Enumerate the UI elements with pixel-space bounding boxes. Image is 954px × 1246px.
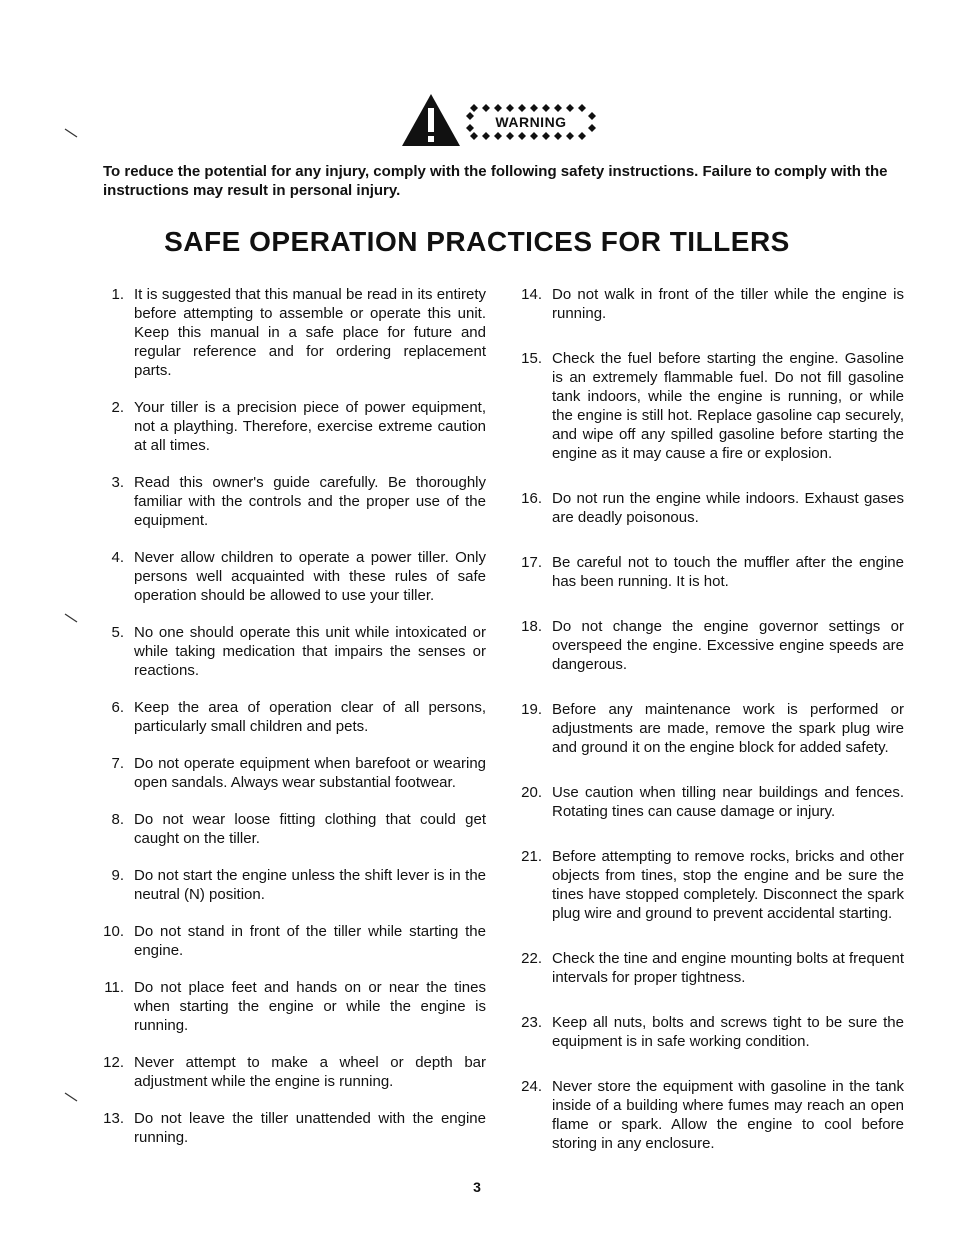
item-text: Check the fuel before starting the engine. Gasoline is an extremely flammable fuel. Do not fill gasoline tank indoors, while the engine is running, or while the engine is still hot. Replace gasoline cap securely, and wipe off any spilled gasoline before starting the engine as it may cause a fire or explosion.: [552, 350, 904, 462]
right-column-list: [514, 285, 904, 1171]
warning-triangle-icon: [400, 92, 462, 148]
warning-banner: [464, 102, 598, 142]
item-text: Do not operate equipment when barefoot or wearing open sandals. Always wear substantial footwear.: [134, 755, 486, 791]
item-text: Do not place feet and hands on or near the tines when starting the engine or while the engine is running.: [134, 979, 486, 1034]
item-text: Do not change the engine governor settings or overspeed the engine. Excessive engine speeds are dangerous.: [552, 618, 904, 673]
list-item: [514, 349, 904, 463]
list-item: [514, 783, 904, 821]
item-number: 15.: [521, 350, 542, 367]
item-text: Read this owner's guide carefully. Be thoroughly familiar with the controls and the proper use of the equipment.: [134, 474, 486, 529]
item-number: 21.: [521, 848, 542, 865]
item-text: Before any maintenance work is performed or adjustments are made, remove the spark plug wire and ground it on the engine block for added safety.: [552, 701, 904, 756]
scan-artifact-icon: [64, 1092, 78, 1102]
item-number: 2.: [111, 399, 124, 416]
list-item: [514, 949, 904, 987]
item-number: 16.: [521, 490, 542, 507]
item-text: It is suggested that this manual be read in its entirety before attempting to assemble or operate this unit. Keep this manual in a safe place for future and regular reference and for ordering replacement parts.: [134, 286, 486, 379]
list-item: [514, 700, 904, 757]
list-item: [96, 1109, 486, 1147]
item-number: 3.: [111, 474, 124, 491]
item-text: Do not walk in front of the tiller while the engine is running.: [552, 286, 904, 322]
list-item: [96, 285, 486, 380]
item-number: 13.: [103, 1110, 124, 1127]
item-text: Never store the equipment with gasoline in the tank inside of a building where fumes may reach an open flame or spark. Allow the engine to cool before storing in any enclosure.: [552, 1078, 904, 1152]
item-text: Do not run the engine while indoors. Exhaust gases are deadly poisonous.: [552, 490, 904, 526]
item-text: Never attempt to make a wheel or depth bar adjustment while the engine is running.: [134, 1054, 486, 1090]
item-number: 11.: [104, 979, 124, 996]
warning-label: WARNING: [495, 114, 567, 130]
list-item: [96, 398, 486, 455]
item-number: 12.: [103, 1054, 124, 1071]
intro-text: To reduce the potential for any injury, comply with the following safety instructions. Failure to comply with the instructions may result in personal injury.: [103, 163, 888, 199]
item-number: 18.: [521, 618, 542, 635]
item-text: Do not wear loose fitting clothing that could get caught on the tiller.: [134, 811, 486, 847]
item-text: Use caution when tilling near buildings and fences. Rotating tines can cause damage or injury.: [552, 784, 904, 820]
item-text: Keep the area of operation clear of all persons, particularly small children and pets.: [134, 699, 486, 735]
item-number: 7.: [111, 755, 124, 772]
item-number: 17.: [521, 554, 542, 571]
item-number: 19.: [521, 701, 542, 718]
list-item: [514, 285, 904, 323]
list-item: [514, 847, 904, 923]
item-text: Keep all nuts, bolts and screws tight to be sure the equipment is in safe working condition.: [552, 1014, 904, 1050]
item-number: 23.: [521, 1014, 542, 1031]
item-number: 14.: [521, 286, 542, 303]
item-text: Check the tine and engine mounting bolts at frequent intervals for proper tightness.: [552, 950, 904, 986]
item-text: Do not stand in front of the tiller while starting the engine.: [134, 923, 486, 959]
item-text: Be careful not to touch the muffler after the engine has been running. It is hot.: [552, 554, 904, 590]
item-number: 6.: [111, 699, 124, 716]
item-number: 4.: [111, 549, 124, 566]
list-item: [96, 922, 486, 960]
item-number: 24.: [521, 1078, 542, 1095]
item-number: 1.: [111, 286, 124, 303]
left-column-list: [96, 285, 486, 1165]
list-item: [96, 548, 486, 605]
list-item: [96, 810, 486, 848]
scan-artifact-icon: [64, 128, 78, 138]
item-number: 22.: [521, 950, 542, 967]
item-text: Do not leave the tiller unattended with the engine running.: [134, 1110, 486, 1146]
list-item: [96, 1053, 486, 1091]
list-item: [514, 617, 904, 674]
warning-header: [400, 92, 600, 148]
item-number: 10.: [103, 923, 124, 940]
list-item: [96, 978, 486, 1035]
list-item: [96, 473, 486, 530]
list-item: [514, 553, 904, 591]
list-item: [96, 623, 486, 680]
list-item: [96, 698, 486, 736]
item-text: Your tiller is a precision piece of power equipment, not a plaything. Therefore, exercise extreme caution at all times.: [134, 399, 486, 454]
item-number: 8.: [111, 811, 124, 828]
item-number: 5.: [111, 624, 124, 641]
item-number: 20.: [521, 784, 542, 801]
item-text: Do not start the engine unless the shift lever is in the neutral (N) position.: [134, 867, 486, 903]
list-item: [96, 754, 486, 792]
list-item: [514, 1013, 904, 1051]
scan-artifact-icon: [64, 613, 78, 623]
list-item: [96, 866, 486, 904]
page-number: 3: [473, 1179, 481, 1195]
page-title: SAFE OPERATION PRACTICES FOR TILLERS: [164, 226, 790, 257]
item-number: 9.: [111, 867, 124, 884]
list-item: [514, 1077, 904, 1153]
item-text: No one should operate this unit while intoxicated or while taking medication that impairs the senses or reactions.: [134, 624, 486, 679]
list-item: [514, 489, 904, 527]
item-text: Never allow children to operate a power tiller. Only persons well acquainted with these rules of safe operation should be allowed to use your tiller.: [134, 549, 486, 604]
item-text: Before attempting to remove rocks, bricks and other objects from tines, stop the engine and be sure the tines have stopped completely. Disconnect the spark plug wire and ground to prevent accidental starting.: [552, 848, 904, 922]
